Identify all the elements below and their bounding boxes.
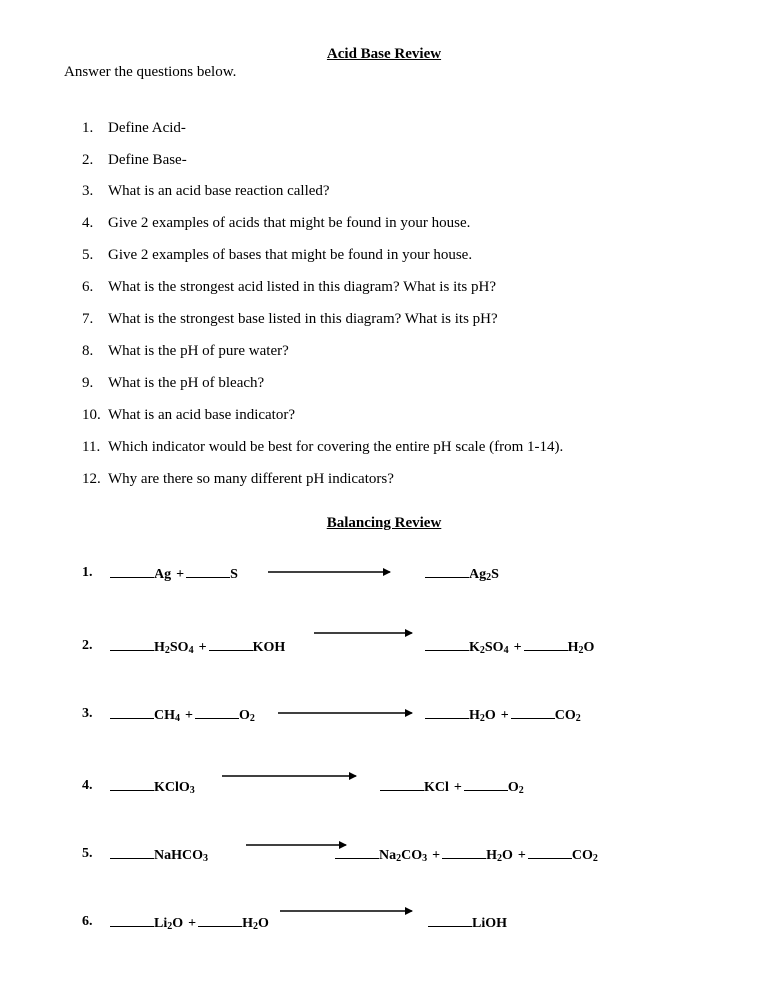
coefficient-blank[interactable] (464, 778, 508, 791)
question-text: What is the pH of bleach? (108, 375, 265, 391)
coefficient-blank[interactable] (195, 706, 239, 719)
question-item (82, 471, 394, 488)
coefficient-blank[interactable] (511, 706, 555, 719)
plus-sign: + (432, 848, 441, 863)
plus-sign: + (453, 780, 462, 795)
question-number: 3. (82, 183, 94, 199)
coefficient-blank[interactable] (110, 846, 154, 859)
chemical-formula: $H_2O$ (486, 848, 513, 864)
chemical-formula: Ag (154, 567, 172, 582)
reactants (110, 706, 255, 724)
question-number: 6. (82, 279, 94, 295)
chemical-formula: $O_2$ (507, 780, 524, 796)
question-text: Define Acid- (108, 120, 186, 136)
equation-number: 2. (82, 638, 93, 653)
plus-sign: + (188, 916, 197, 931)
equation-number: 3. (82, 706, 93, 721)
question-item (82, 375, 264, 392)
question-item (82, 279, 496, 296)
question-item (82, 247, 472, 264)
chemical-formula: $H_2O$ (469, 708, 496, 724)
question-item (82, 120, 186, 137)
question-number: 10. (82, 407, 101, 423)
question-item (82, 439, 563, 456)
chemical-formula: $H_2O$ (567, 640, 595, 656)
question-text: Which indicator would be best for covering the entire pH scale (from 1-14). (108, 439, 564, 455)
coefficient-blank[interactable] (110, 638, 154, 651)
question-number: 12. (82, 471, 101, 487)
reactants (110, 914, 269, 932)
coefficient-blank[interactable] (428, 914, 472, 927)
coefficient-blank[interactable] (110, 565, 154, 578)
equation-number: 6. (82, 914, 93, 929)
question-item (82, 407, 295, 424)
chemical-formula: $K_2SO_4$ (469, 640, 509, 656)
chemical-formula: KClO$_3$ (154, 780, 195, 796)
products (380, 778, 524, 796)
question-number: 1. (82, 120, 94, 136)
chemical-formula: $Na_2CO_3$ (379, 848, 428, 864)
chemical-formula: LiOH (472, 916, 508, 931)
coefficient-blank[interactable] (425, 706, 469, 719)
question-number: 8. (82, 343, 94, 359)
products (425, 706, 581, 724)
plus-sign: + (513, 640, 522, 655)
question-number: 9. (82, 375, 94, 391)
question-text: What is the pH of pure water? (108, 343, 289, 359)
coefficient-blank[interactable] (425, 565, 469, 578)
coefficient-blank[interactable] (335, 846, 379, 859)
question-text: Why are there so many different pH indicators? (108, 471, 394, 487)
chemical-formula: $CO_2$ (571, 848, 598, 864)
equation-number: 4. (82, 778, 93, 793)
chemical-formula: $O_2$ (238, 708, 255, 724)
coefficient-blank[interactable] (425, 638, 469, 651)
coefficient-blank[interactable] (110, 914, 154, 927)
reactants (110, 565, 238, 583)
reactants (110, 638, 285, 656)
coefficient-blank[interactable] (524, 638, 568, 651)
reactants (110, 778, 195, 796)
question-text: What is the strongest base listed in this diagram? What is its pH? (108, 311, 498, 327)
coefficient-blank[interactable] (380, 778, 424, 791)
plus-sign: + (185, 708, 193, 723)
products (335, 846, 598, 864)
instructions: Answer the questions below. (64, 64, 237, 80)
chemical-formula: $H_2O$ (242, 916, 269, 932)
question-number: 2. (82, 152, 94, 168)
page-title: Acid Base Review (326, 46, 442, 62)
chemical-formula: KOH (252, 640, 286, 655)
question-number: 7. (82, 311, 94, 327)
question-text: What is an acid base reaction called? (108, 183, 330, 199)
question-item (82, 152, 187, 169)
question-text: Give 2 examples of acids that might be found in your house. (108, 215, 471, 231)
question-text: Define Base- (108, 152, 187, 168)
question-text: What is the strongest acid listed in this diagram? What is its pH? (108, 279, 496, 295)
chemical-formula: S (230, 567, 238, 582)
plus-sign: + (198, 640, 207, 655)
question-item (82, 215, 470, 232)
plus-sign: + (517, 848, 526, 863)
products (425, 565, 499, 583)
chemical-formula: KCl (424, 780, 449, 795)
chemical-formula: $CH_4$ (154, 708, 180, 724)
chemical-formula: $Ag_2S$ (469, 567, 499, 583)
chemical-formula: NaHCO$_3$ (154, 848, 208, 864)
question-item (82, 343, 289, 360)
question-number: 5. (82, 247, 94, 263)
products (428, 914, 507, 932)
plus-sign: + (176, 567, 185, 582)
plus-sign: + (500, 708, 509, 723)
coefficient-blank[interactable] (209, 638, 253, 651)
question-text: Give 2 examples of bases that might be found in your house. (108, 247, 473, 263)
equation-number: 5. (82, 846, 93, 861)
coefficient-blank[interactable] (198, 914, 242, 927)
question-item (82, 183, 330, 200)
coefficient-blank[interactable] (442, 846, 486, 859)
coefficient-blank[interactable] (186, 565, 230, 578)
section-title: Balancing Review (326, 515, 442, 531)
coefficient-blank[interactable] (528, 846, 572, 859)
coefficient-blank[interactable] (110, 778, 154, 791)
question-item (82, 311, 498, 328)
chemical-formula: $Li_2O$ (154, 916, 184, 932)
products (425, 638, 594, 656)
question-number: 4. (82, 215, 94, 231)
reactants (110, 846, 208, 864)
coefficient-blank[interactable] (110, 706, 154, 719)
equation-number: 1. (82, 565, 93, 580)
chemical-formula: $CO_2$ (554, 708, 581, 724)
question-number: 11. (82, 439, 101, 455)
question-text: What is an acid base indicator? (108, 407, 296, 423)
chemical-formula: $H_2SO_4$ (154, 640, 194, 656)
